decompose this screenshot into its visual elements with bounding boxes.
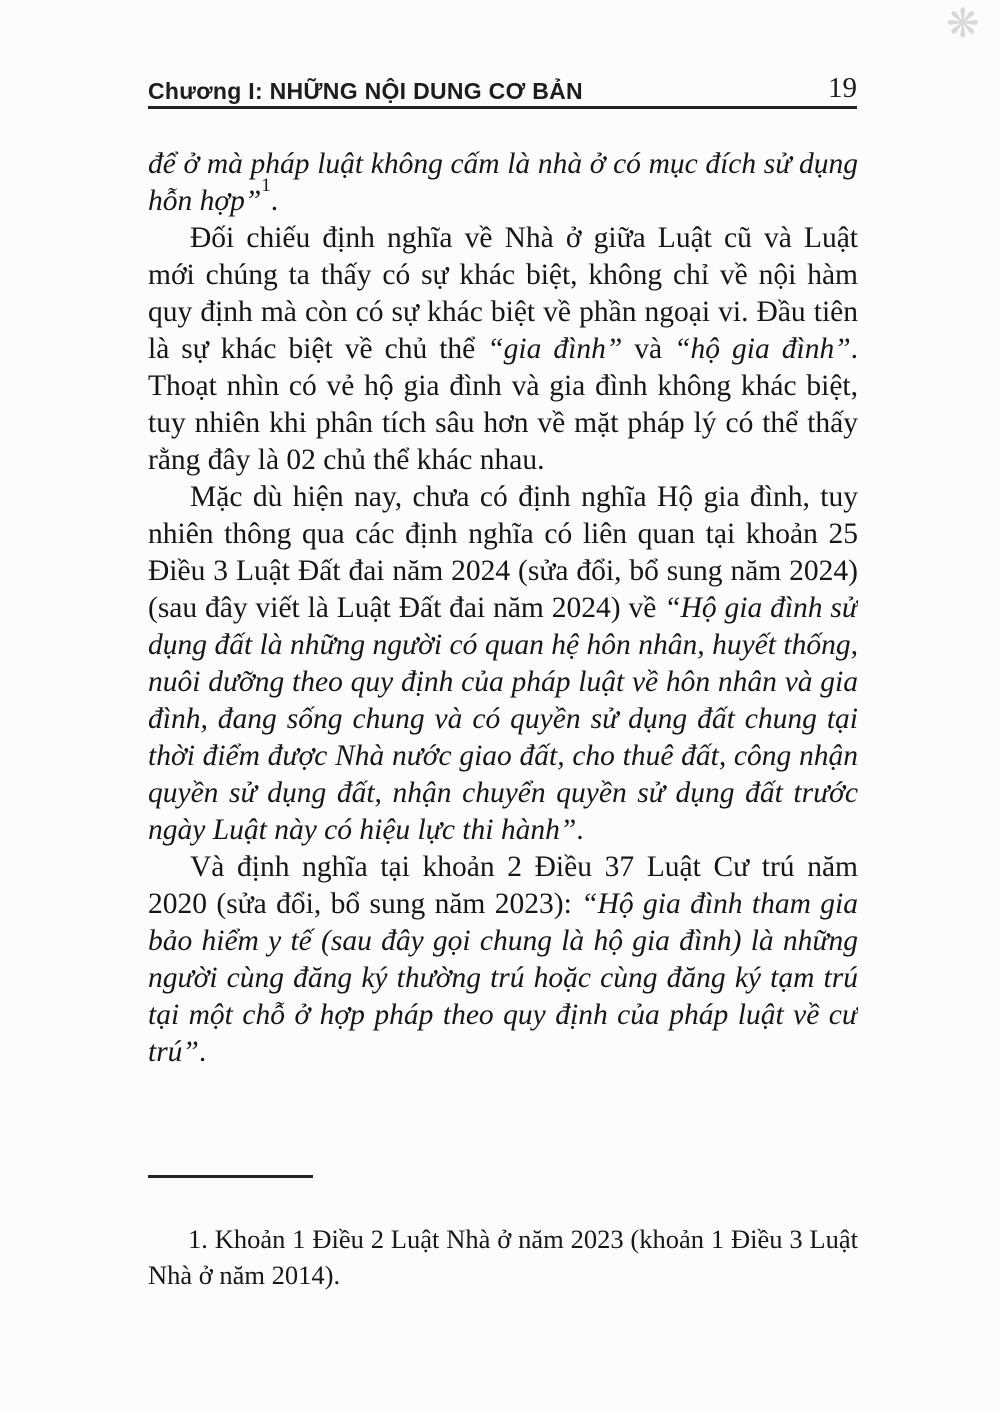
page-number: 19	[828, 72, 857, 104]
quote-run: “hộ gia đình”	[674, 333, 851, 365]
text-run: và	[622, 333, 675, 365]
footnote-rule	[148, 1175, 313, 1178]
running-header	[148, 72, 857, 105]
chapter-title: Chương I: NHỮNG NỘI DUNG CƠ BẢN	[148, 78, 583, 104]
quote-run: “Hộ gia đình sử dụng đất là những người có quan hệ hôn nhân, huyết thống, nuôi dưỡng theo quy định của pháp luật về hôn nhân và gia đình, đang sống chung và có quyền sử dụng đất chung tại thời điểm được Nhà nước giao đất, cho thuê đất, công nhận quyền sử dụng đất, nhận chuyển quyền sử dụng đất trước ngày Luật này có hiệu lực thi hành”	[148, 592, 858, 846]
text-run: .	[576, 814, 584, 846]
paragraph-continuation	[148, 146, 858, 220]
paragraph-land-law-definition	[148, 479, 858, 849]
footnote-ref-1: 1	[261, 174, 271, 196]
paragraph-residence-law-definition	[148, 849, 858, 1071]
text-run: Và định nghĩa tại khoản 2 Điều 37 Luật Cư trú năm 2020 (sửa đổi, bổ sung năm 2023):	[148, 851, 858, 920]
flower-decoration-icon: ❋	[946, 1, 980, 46]
quote-run: “gia đình”	[487, 333, 623, 365]
quote-run: “Hộ gia đình tham gia bảo hiểm y tế (sau đây gọi chung là hộ gia đình) là những người cùng đăng ký thường trú hoặc cùng đăng ký tạm trú tại một chỗ ở hợp pháp theo quy định của pháp luật về cư trú”	[148, 888, 858, 1068]
text-run: Mặc dù hiện nay, chưa có định nghĩa Hộ gia đình, tuy nhiên thông qua các định nghĩa có liên quan tại khoản 25 Điều 3 Luật Đất đai năm 2024 (sửa đổi, bổ sung năm 2024) (sau đây viết là Luật Đất đai năm 2024) về	[148, 481, 858, 624]
body-text	[148, 146, 858, 1156]
text-run: Đối chiếu định nghĩa về Nhà ở giữa Luật cũ và Luật mới chúng ta thấy có sự khác biệt, không chỉ về nội hàm quy định mà còn có sự khác biệt về phần ngoại vi. Đầu tiên là sự khác biệt về chủ thể	[148, 222, 858, 365]
text-run: .	[270, 185, 279, 217]
text-run: .	[198, 1036, 207, 1068]
header-rule	[148, 106, 857, 109]
paragraph-comparison	[148, 220, 858, 479]
text-run: . Thoạt nhìn có vẻ hộ gia đình và gia đình không khác biệt, tuy nhiên khi phân tích sâu hơn về mặt pháp lý có thể thấy rằng đây là 02 chủ thể khác nhau.	[148, 333, 858, 476]
footnote-text: 1. Khoản 1 Điều 2 Luật Nhà ở năm 2023 (khoản 1 Điều 3 Luật Nhà ở năm 2014).	[148, 1223, 858, 1290]
quote-run: để ở mà pháp luật không cấm là nhà ở có mục đích sử dụng hỗn hợp”	[148, 148, 858, 217]
